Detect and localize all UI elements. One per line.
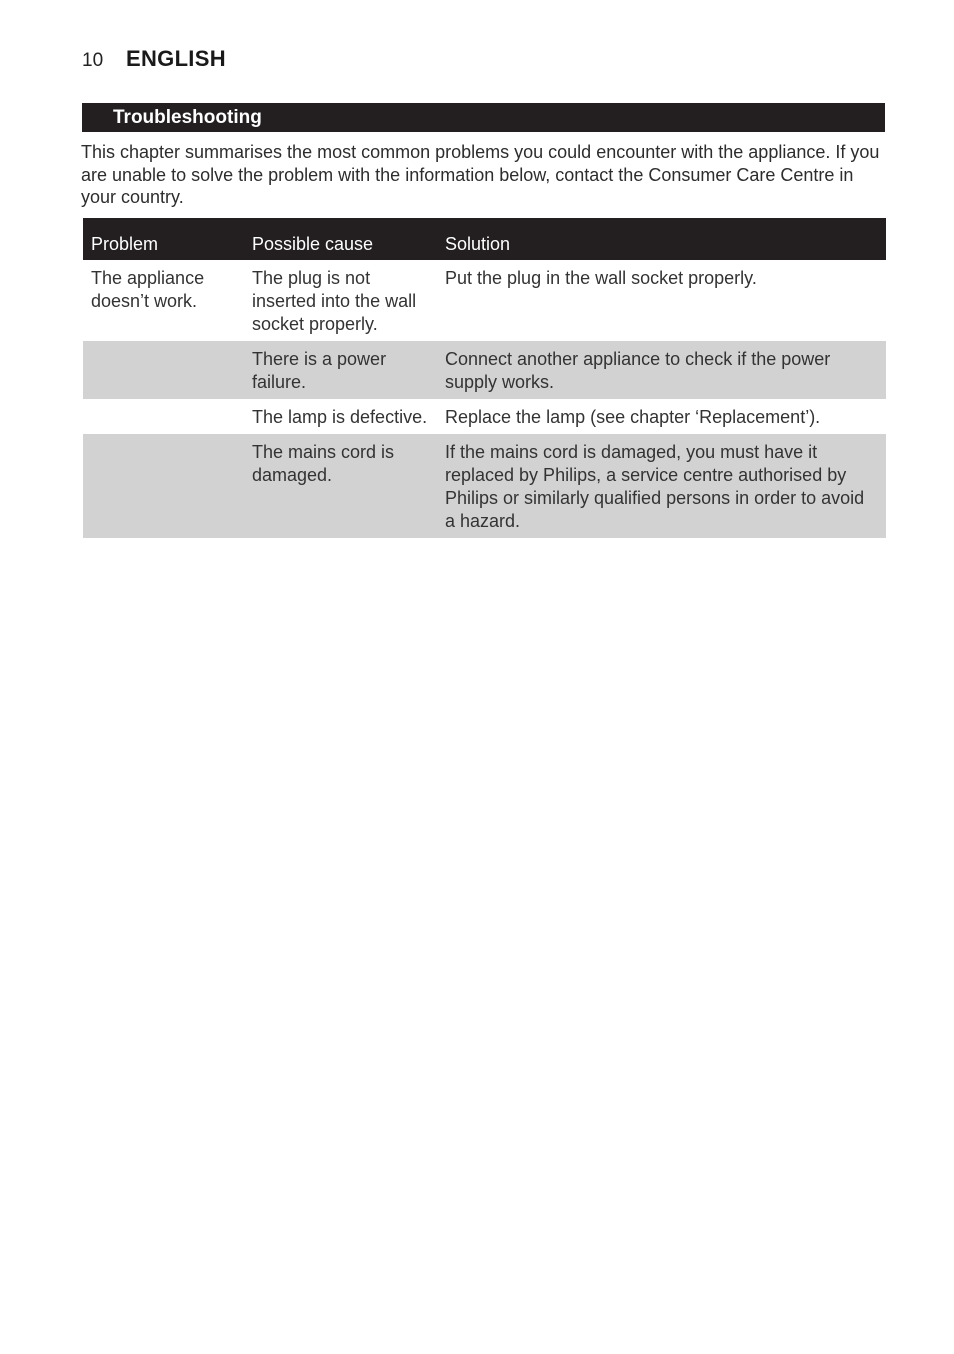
cell-solution: If the mains cord is damaged, you must have it replaced by Philips, a service centre authorised by Philips or similarly qualified persons in order to avoid a hazard. [437,434,886,538]
cell-problem [83,434,244,538]
cell-solution: Replace the lamp (see chapter ‘Replacement’). [445,407,821,427]
table-header-row [83,218,886,260]
cell-solution: Put the plug in the wall socket properly. [445,268,757,288]
cell-problem [83,341,244,399]
page-header [82,46,226,72]
column-header-problem: Problem [83,218,244,260]
cell-problem [83,399,244,434]
page-number: 10 [82,50,104,71]
cell-solution: Connect another appliance to check if the power supply works. [437,341,886,399]
column-header-solution: Solution [437,218,886,260]
cell-problem: The appliance doesn’t work. [91,268,205,311]
table-row [83,260,886,341]
cell-cause: The plug is not inserted into the wall socket properly. [252,268,417,334]
language-heading: ENGLISH [126,46,226,71]
table-row [83,341,886,399]
cell-cause: The lamp is defective. [252,407,428,427]
table-row [83,399,886,434]
troubleshooting-table [83,218,886,538]
cell-cause: There is a power failure. [244,341,437,399]
table-row [83,434,886,538]
cell-cause: The mains cord is damaged. [244,434,437,538]
intro-paragraph: This chapter summarises the most common problems you could encounter with the appliance. If you are unable to solve the problem with the information below, contact the Consumer Care Centre in your country. [81,142,880,207]
section-title: Troubleshooting [113,106,262,128]
section-title-bar [82,103,885,132]
column-header-cause: Possible cause [244,218,437,260]
